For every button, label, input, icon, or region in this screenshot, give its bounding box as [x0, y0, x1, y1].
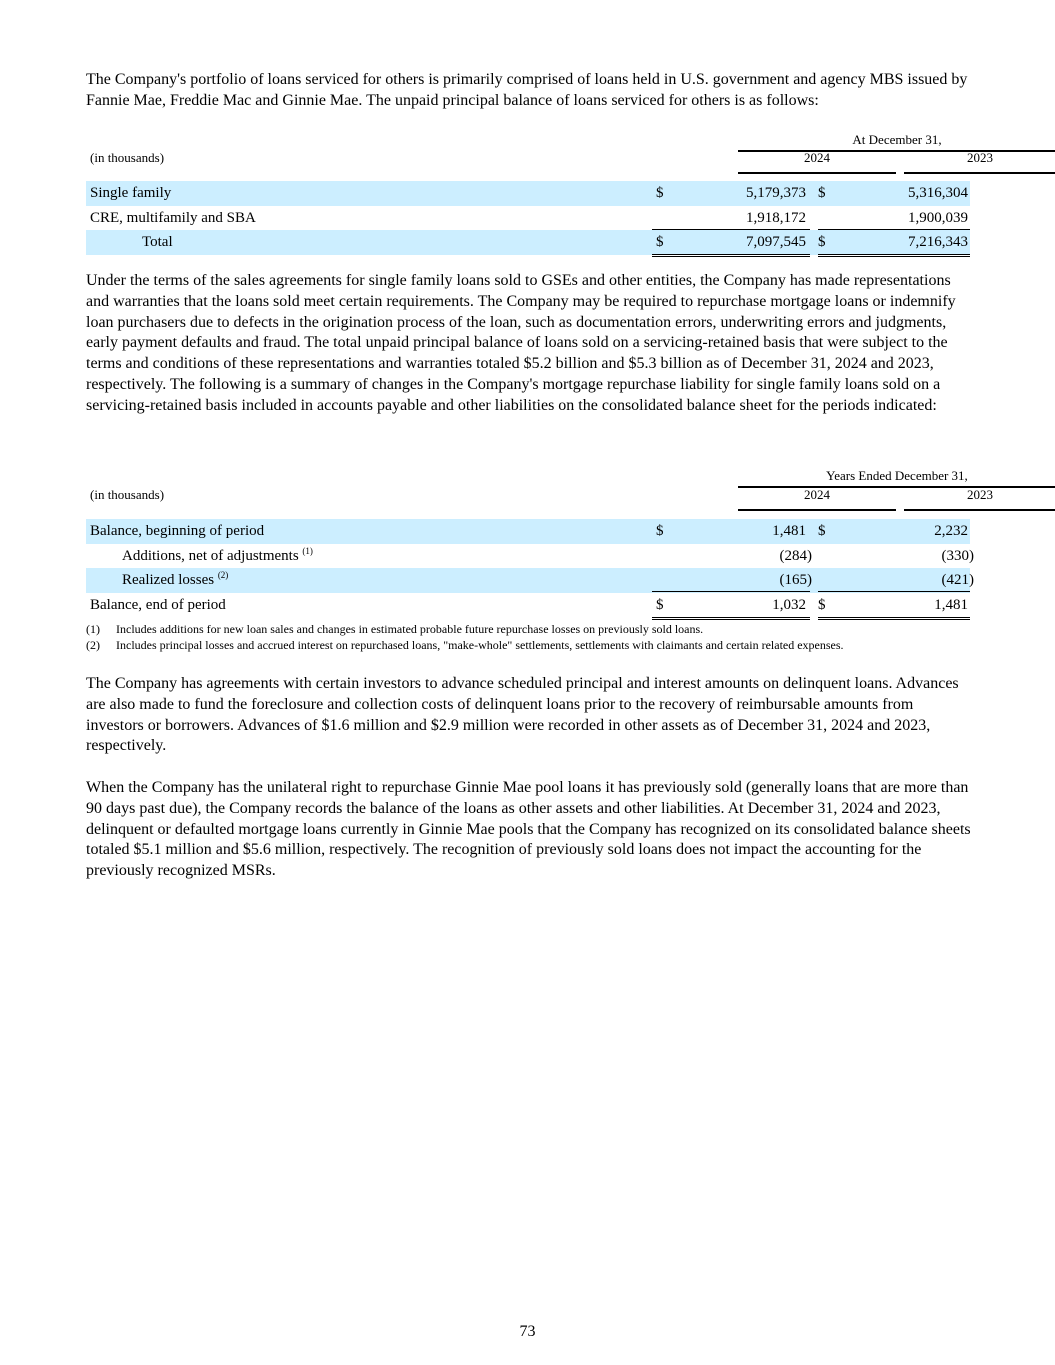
table-row	[86, 544, 974, 569]
row-label: Balance, beginning of period	[90, 523, 265, 539]
row-label: CRE, multifamily and SBA	[90, 209, 256, 226]
currency-symbol: $	[656, 234, 664, 250]
value-2023: (421)	[941, 572, 974, 588]
column-header-2024: 2024	[804, 487, 830, 502]
currency-symbol: $	[818, 596, 826, 613]
currency-symbol: $	[656, 596, 664, 613]
table-row-total	[86, 230, 970, 255]
paragraph-advances: The Company has agreements with certain investors to advance scheduled principal and interest amounts on delinquent loans. Advances are also made to fund the foreclosure and collection costs of delinquent loans prior to the recovery of reimbursable amounts from investors or borrowers. Advances of $1.6 million and $2.9 million were recorded in other assets as of December 31, 2024 and 2023, respectively.	[86, 675, 959, 755]
unit-label: (in thousands)	[90, 150, 165, 165]
column-header-2023: 2023	[967, 150, 993, 165]
value-2024: 1,918,172	[746, 209, 806, 226]
table-row-total	[86, 593, 970, 618]
unit-label: (in thousands)	[90, 487, 165, 502]
value-2024: (284)	[779, 547, 812, 564]
currency-symbol: $	[656, 523, 664, 539]
paragraph-ginnie-mae: When the Company has the unilateral right to repurchase Ginnie Mae pool loans it has previously sold (generally loans that are more than 90 days past due), the Company records the balance of the loans as other assets and other liabilities. At December 31, 2024 and 2023, delinquent or defaulted mortgage loans currently in Ginnie Mae pools that the Company has recognized on its consolidated balance sheets totaled $5.1 million and $5.6 million, respectively. The recognition of previously sold loans does not impact the accounting for the previously recognized MSRs.	[86, 779, 971, 880]
loans-serviced-table	[86, 128, 993, 255]
footnote-ref: (1)	[302, 545, 313, 556]
currency-symbol: $	[656, 185, 664, 201]
row-label: Balance, end of period	[90, 596, 226, 613]
value-2024: 1,032	[772, 596, 806, 613]
value-2023: 1,900,039	[908, 209, 968, 226]
value-2024: 5,179,373	[746, 185, 806, 201]
value-2023: (330)	[941, 547, 974, 564]
value-2024: 1,481	[772, 523, 806, 539]
paragraph-repurchase: Under the terms of the sales agreements for single family loans sold to GSEs and other entities, the Company has made representations and warranties that the loans sold meet certain requirements. The Company may be required to repurchase mortgage loans or indemnify loan purchasers due to defects in the origination process of the loan, such as documentation errors, underwriting errors and judgments, early payment defaults and fraud. The total unpaid principal balance of loans sold on a servicing-retained basis that were subject to the terms and conditions of these representations and warranties totaled $5.2 billion and $5.3 billion as of December 31, 2024 and 2023, respectively. The following is a summary of changes in the Company's mortgage repurchase liability for single family loans sold on a servicing-retained basis included in accounts payable and other liabilities on the consolidated balance sheet for the periods indicated:	[86, 272, 956, 414]
value-2023: 5,316,304	[908, 185, 968, 201]
row-label: Additions, net of adjustments $^{(1)}$	[122, 545, 313, 564]
currency-symbol: $	[818, 234, 826, 250]
value-2023: 7,216,343	[908, 234, 968, 250]
table-row	[86, 206, 970, 231]
table-row	[86, 181, 970, 206]
column-group-header: Years Ended December 31,	[826, 468, 968, 483]
column-header-2023: 2023	[967, 487, 993, 502]
row-label: Total	[142, 234, 173, 250]
footnote: (1) Includes additions for new loan sales and changes in estimated probable future repurchase losses on previously sold loans.	[86, 622, 704, 636]
column-group-header: At December 31,	[852, 132, 942, 147]
value-2024: 7,097,545	[746, 234, 806, 250]
repurchase-liability-table	[86, 464, 993, 617]
currency-symbol: $	[818, 523, 826, 539]
column-header-2024: 2024	[804, 150, 830, 165]
value-2024: (165)	[779, 572, 812, 588]
row-label: Single family	[90, 185, 172, 201]
table-row	[86, 519, 970, 544]
row-label: Realized losses $^{(2)}$	[122, 570, 229, 588]
footnote-ref: (2)	[217, 570, 229, 580]
value-2023: 2,232	[934, 523, 968, 539]
value-2023: 1,481	[934, 596, 968, 613]
currency-symbol: $	[818, 185, 826, 201]
paragraph-loans-serviced: The Company's portfolio of loans serviced for others is primarily comprised of loans held in U.S. government and agency MBS issued by Fannie Mae, Freddie Mac and Ginnie Mae. The unpaid principal balance of loans serviced for others is as follows:	[86, 71, 968, 109]
page-number: 73	[519, 1323, 536, 1340]
table-row	[86, 568, 974, 593]
footnote: (2) Includes principal losses and accrued interest on repurchased loans, "make-whole" settlements, settlements with claimants and certain related expenses.	[86, 638, 844, 652]
